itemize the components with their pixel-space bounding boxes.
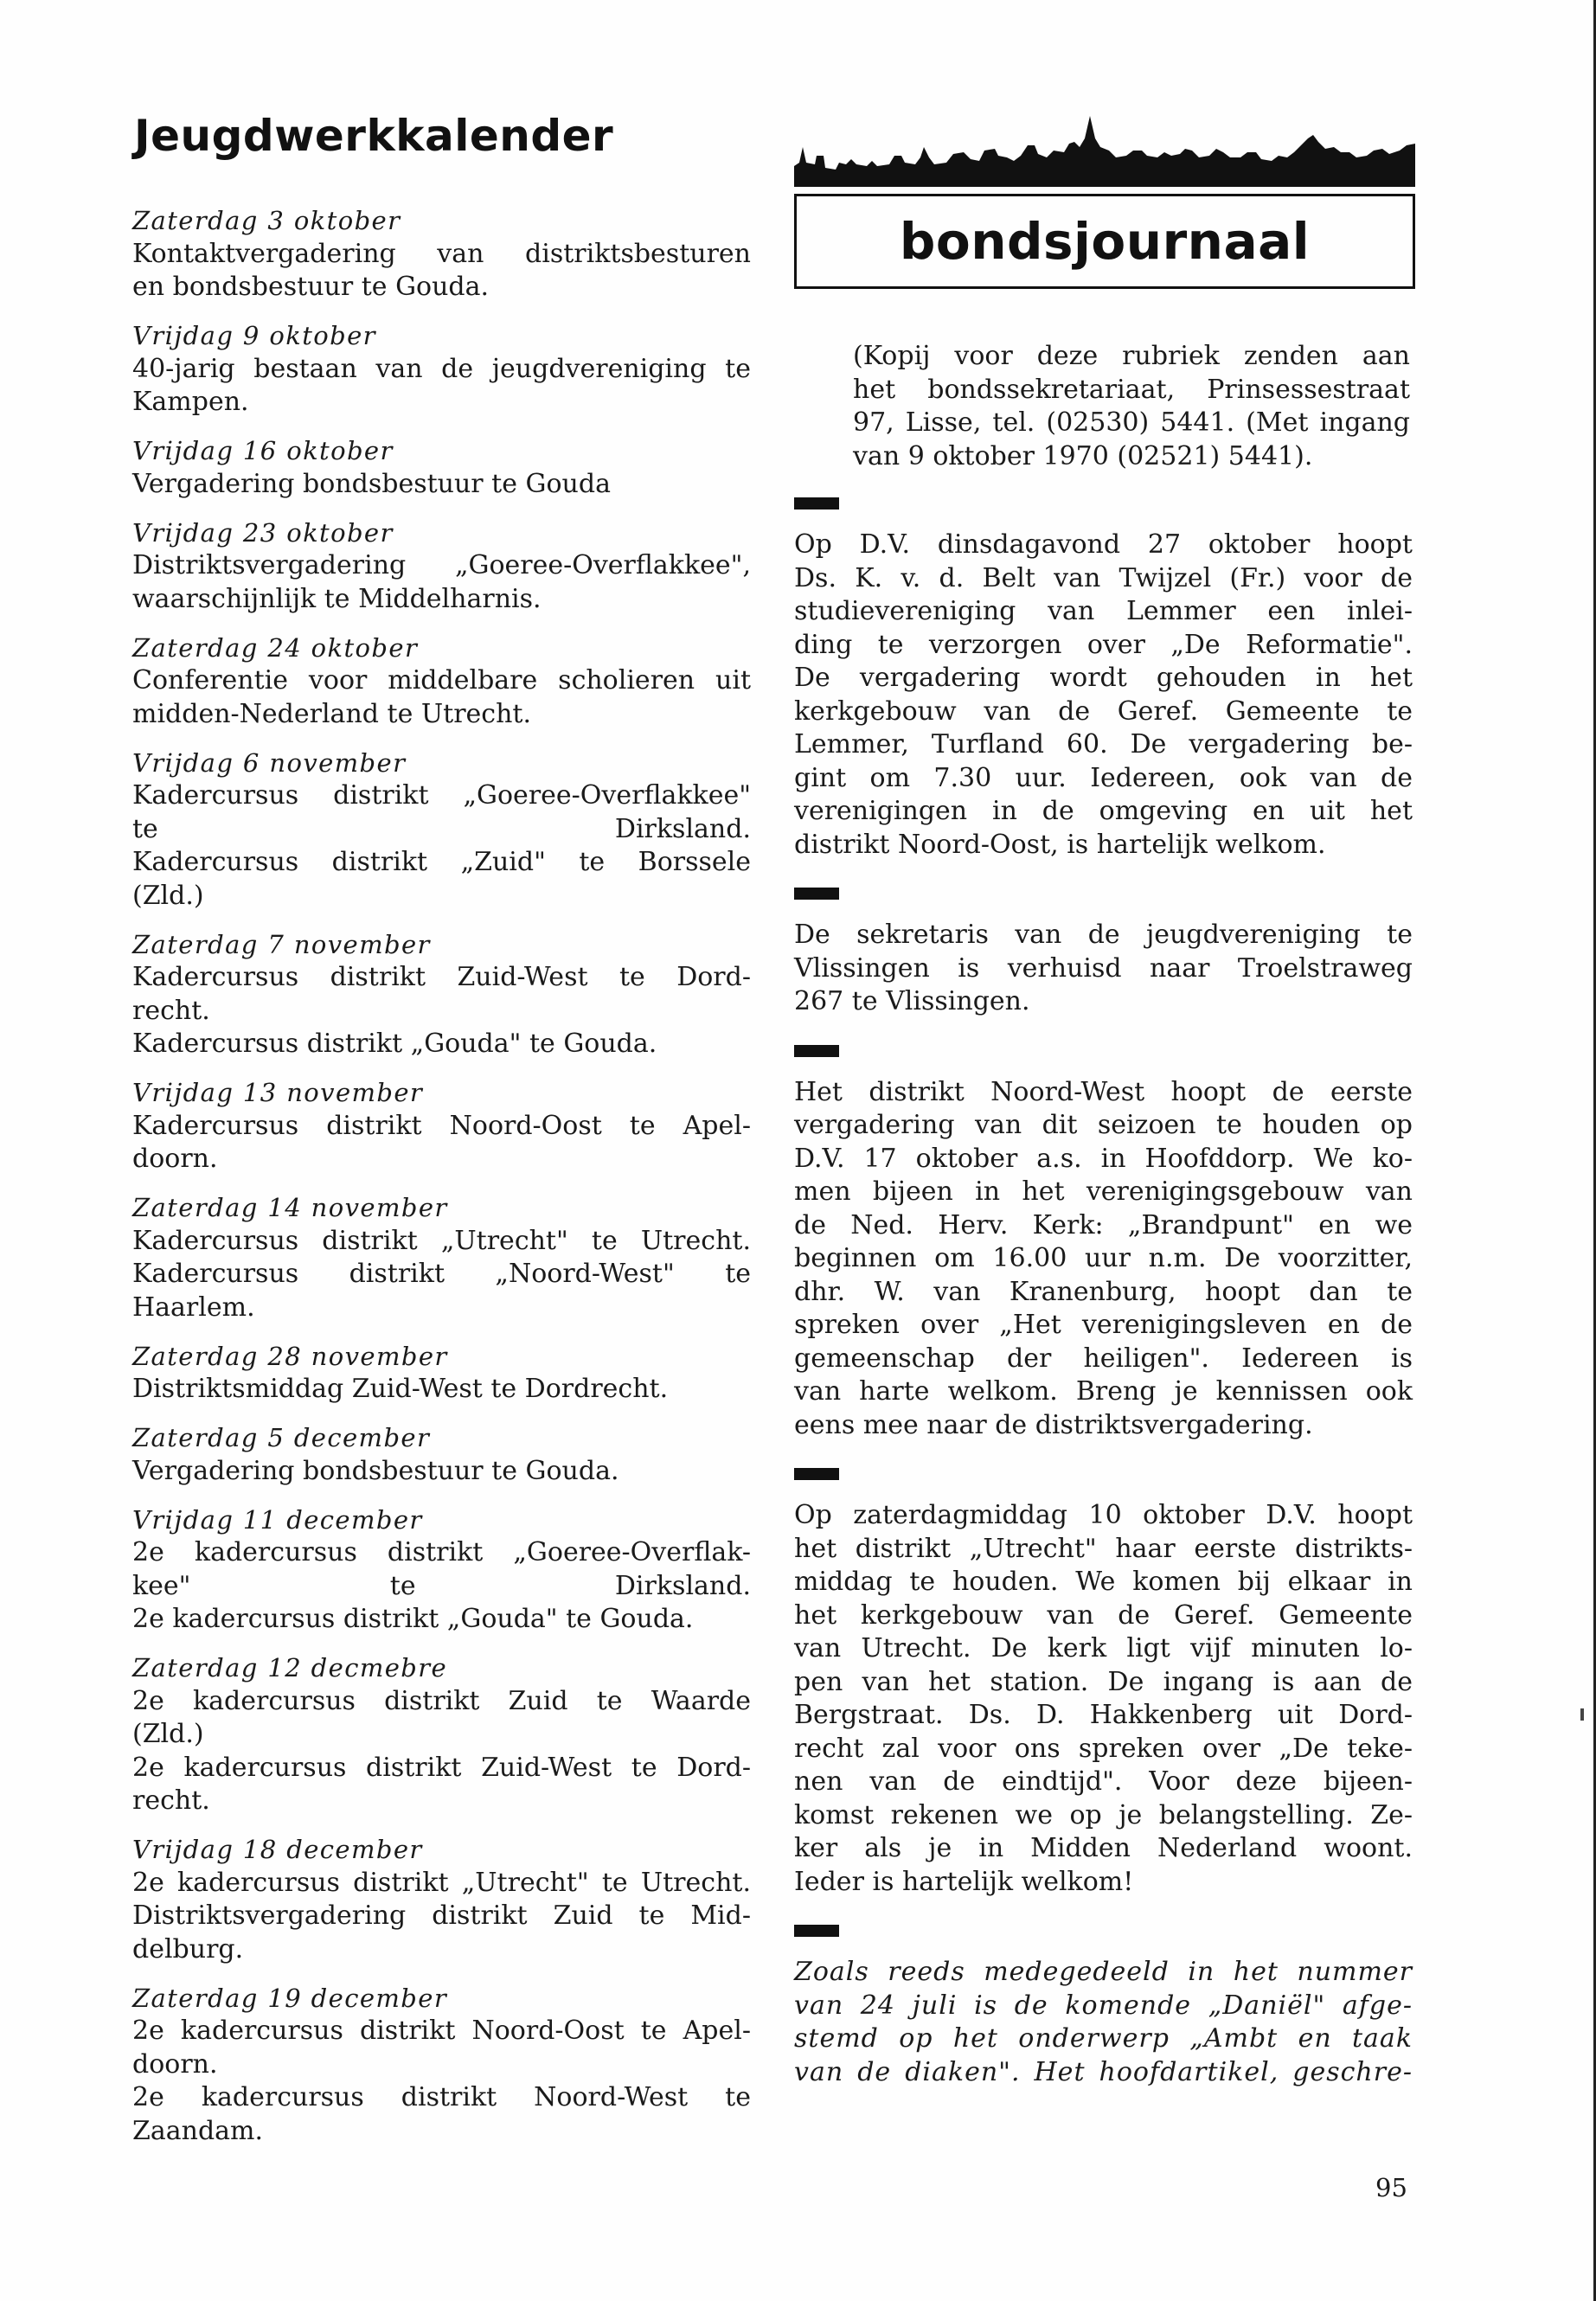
calendar-entry [132, 516, 751, 617]
calendar-date: Zaterdag 14 november [132, 1193, 448, 1222]
section-marker [794, 1468, 839, 1480]
journal-closing-note [794, 1956, 1413, 2089]
calendar-date: Vrijdag 23 oktober [132, 517, 394, 548]
text-line: gemeenschap der heiligen". Iedereen is [794, 1343, 1413, 1374]
text-line: 2e kadercursus distrikt „Utrecht" te Utrecht. [132, 1867, 751, 1898]
text-line: komst rekenen we op je belangstelling. Ze- [794, 1799, 1413, 1830]
text-line: 267 te Vlissingen. [794, 986, 1030, 1016]
calendar-date: Zaterdag 3 oktober [132, 206, 401, 235]
text-line: Kadercursus distrikt „Noord-West" te [132, 1259, 751, 1289]
text-line: Kontaktvergadering van distriktsbesturen [132, 238, 751, 269]
page-edge-mark [1580, 1708, 1584, 1721]
text-line: waarschijnlijk te Middelharnis. [132, 583, 542, 614]
text-line: Haarlem. [132, 1292, 255, 1323]
text-line: de Ned. Herv. Kerk: „Brandpunt" en we [794, 1209, 1413, 1240]
calendar-column [132, 204, 751, 2163]
calendar-date: Vrijdag 11 december [132, 1504, 423, 1535]
calendar-date: Vrijdag 18 december [132, 1835, 423, 1864]
text-line: Zaandam. [132, 2115, 264, 2146]
text-line: gint om 7.30 uur. Iedereen, ook van de [794, 762, 1413, 793]
calendar-date: Zaterdag 12 decmebre [132, 1653, 448, 1682]
calendar-date: Zaterdag 19 december [132, 1983, 448, 2013]
text-line: middag te houden. We komen bij elkaar in [794, 1567, 1413, 1597]
text-line: (Zld.) [132, 880, 204, 911]
text-line: Kadercursus distrikt „Gouda" te Gouda. [132, 1029, 657, 1059]
text-line: van 9 oktober 1970 (02521) 5441). [853, 440, 1313, 471]
text-line: Vergadering bondsbestuur te Gouda. [132, 1455, 619, 1486]
text-line: 2e kadercursus distrikt „Goeree-Overflak- [132, 1537, 751, 1567]
journal-item [794, 1499, 1413, 1899]
page-number: 95 [1375, 2173, 1407, 2202]
text-line: 2e kadercursus distrikt Noord-West te [132, 2082, 751, 2112]
calendar-date: Vrijdag 13 november [132, 1078, 424, 1107]
text-line: recht. [132, 1785, 210, 1816]
text-line: recht. [132, 995, 210, 1026]
calendar-heading: Jeugdwerkkalender [134, 111, 614, 161]
journal-intro [794, 340, 1413, 473]
text-line: van de diaken". Het hoofdartikel, geschre- [794, 2056, 1413, 2087]
section-marker [794, 1045, 839, 1057]
text-line: studievereniging van Lemmer een inlei- [794, 596, 1413, 626]
text-line: van harte welkom. Breng je kennissen ook [794, 1376, 1413, 1407]
text-line: Ieder is hartelijk welkom! [794, 1866, 1134, 1897]
text-line: Conferentie voor middelbare scholieren uit [132, 665, 751, 695]
text-line: Lemmer, Turfland 60. De vergadering be- [794, 729, 1413, 760]
calendar-entry [132, 1651, 751, 1818]
calendar-entry [132, 204, 751, 304]
journal-title-box [794, 194, 1415, 289]
section-marker [794, 497, 839, 510]
text-line: recht zal voor ons spreken over „De teke- [794, 1733, 1413, 1764]
text-line: 2e kadercursus distrikt Zuid-West te Dord- [132, 1752, 751, 1783]
text-line: beginnen om 16.00 uur n.m. De voorzitter, [794, 1243, 1413, 1273]
text-line: De sekretaris van de jeugdvereniging te [794, 920, 1413, 950]
calendar-entry [132, 928, 751, 1061]
text-line: midden-Nederland te Utrecht. [132, 698, 532, 729]
calendar-date: Vrijdag 16 oktober [132, 436, 394, 465]
text-line: Kampen. [132, 387, 249, 417]
text-line: van 24 juli is de komende „Daniël" afge- [794, 1990, 1413, 2021]
calendar-entry [132, 1833, 751, 1966]
text-line: doorn. [132, 1144, 218, 1174]
text-line: distrikt Noord-Oost, is hartelijk welkom. [794, 829, 1326, 860]
calendar-date: Vrijdag 6 november [132, 747, 407, 778]
text-line: 2e kadercursus distrikt Zuid te Waarde [132, 1685, 751, 1716]
text-line: Op D.V. dinsdagavond 27 oktober hoopt [794, 529, 1413, 560]
text-line: Vlissingen is verhuisd naar Troelstraweg [794, 952, 1413, 984]
text-line: Bergstraat. Ds. D. Hakkenberg uit Dord- [794, 1700, 1413, 1730]
journal-column [794, 340, 1413, 2115]
text-line: (Kopij voor deze rubriek zenden aan [853, 341, 1410, 371]
text-line: vergadering van dit seizoen te houden op [794, 1110, 1413, 1140]
text-line: het kerkgebouw van de Geref. Gemeente [794, 1599, 1413, 1631]
skyline-illustration [794, 112, 1415, 187]
text-line: Op zaterdagmiddag 10 oktober D.V. hoopt [794, 1500, 1413, 1530]
text-line: kerkgebouw van de Geref. Gemeente te [794, 695, 1413, 727]
journal-item [794, 919, 1413, 1019]
text-line: Zoals reeds medegedeeld in het nummer [794, 1957, 1413, 1987]
text-line: 2e kadercursus distrikt Noord-Oost te Apel- [132, 2016, 751, 2046]
section-marker [794, 1925, 839, 1937]
text-line: Distriktsmiddag Zuid-West te Dordrecht. [132, 1374, 669, 1404]
text-line: eens mee naar de distriktsvergadering. [794, 1409, 1313, 1440]
text-line: kee" te Dirksland. [132, 1570, 751, 1601]
journal-item [794, 1076, 1413, 1443]
text-line: Ds. K. v. d. Belt van Twijzel (Fr.) voor de [794, 562, 1413, 593]
calendar-entry [132, 319, 751, 420]
text-line: D.V. 17 oktober a.s. in Hoofddorp. We ko- [794, 1143, 1413, 1174]
calendar-date: Vrijdag 9 oktober [132, 321, 376, 350]
text-line: Kadercursus distrikt „Goeree-Overflakkee" [132, 780, 751, 811]
calendar-entry [132, 1191, 751, 1324]
text-line: 2e kadercursus distrikt „Gouda" te Gouda. [132, 1604, 694, 1634]
text-line: Vergadering bondsbestuur te Gouda [132, 468, 611, 499]
text-line: Distriktsvergadering distrikt Zuid te Mid- [132, 1900, 751, 1931]
text-line: dhr. W. van Kranenburg, hoopt dan te [794, 1276, 1413, 1307]
text-line: nen van de eindtijd". Voor deze bijeen- [794, 1766, 1413, 1797]
text-line: ding te verzorgen over „De Reformatie". [794, 629, 1413, 660]
text-line: ker als je in Midden Nederland woont. [794, 1833, 1413, 1863]
text-line: Kadercursus distrikt „Zuid" te Borssele [132, 847, 751, 877]
text-line: doorn. [132, 2048, 218, 2080]
text-line: Kadercursus distrikt „Utrecht" te Utrecht. [132, 1225, 751, 1256]
calendar-entry [132, 434, 751, 501]
calendar-entry [132, 747, 751, 913]
text-line: verenigingen in de omgeving en uit het [794, 796, 1413, 826]
journal-title: bondsjournaal [899, 212, 1311, 271]
calendar-entry [132, 1340, 751, 1407]
text-line: van Utrecht. De kerk ligt vijf minuten lo- [794, 1633, 1413, 1663]
text-line: stemd op het onderwerp „Ambt en taak [794, 2023, 1413, 2054]
calendar-entry [132, 1421, 751, 1488]
text-line: Kadercursus distrikt Zuid-West te Dord- [132, 962, 751, 992]
journal-item [794, 529, 1413, 862]
text-line: De vergadering wordt gehouden in het [794, 663, 1413, 693]
text-line: Het distrikt Noord-West hoopt de eerste [794, 1076, 1413, 1107]
text-line: delburg. [132, 1933, 244, 1965]
text-line: men bijeen in het verenigingsgebouw van [794, 1176, 1413, 1207]
text-line: het bondssekretariaat, Prinsessestraat [853, 374, 1410, 405]
calendar-date: Zaterdag 7 november [132, 929, 431, 959]
text-line: pen van het station. De ingang is aan de [794, 1666, 1413, 1697]
calendar-date: Zaterdag 24 oktober [132, 632, 419, 663]
section-marker [794, 888, 839, 900]
text-line: het distrikt „Utrecht" haar eerste distrikts- [794, 1533, 1413, 1564]
calendar-entry [132, 631, 751, 732]
calendar-entry [132, 1076, 751, 1176]
text-line: 40-jarig bestaan van de jeugdvereniging te [132, 353, 751, 384]
text-line: Distriktsvergadering „Goeree-Overflakkee", [132, 550, 751, 580]
text-line: (Zld.) [132, 1719, 204, 1749]
text-line: spreken over „Het verenigingsleven en de [794, 1310, 1413, 1340]
calendar-entry [132, 1982, 751, 2149]
text-line: te Dirksland. [132, 813, 751, 844]
journal-masthead [794, 112, 1415, 289]
text-line: 97, Lisse, tel. (02530) 5441. (Met ingang [853, 407, 1410, 438]
calendar-date: Zaterdag 5 december [132, 1423, 431, 1452]
calendar-entry [132, 1503, 751, 1637]
text-line: en bondsbestuur te Gouda. [132, 272, 490, 302]
text-line: Kadercursus distrikt Noord-Oost te Apel- [132, 1110, 751, 1141]
calendar-date: Zaterdag 28 november [132, 1341, 448, 1371]
